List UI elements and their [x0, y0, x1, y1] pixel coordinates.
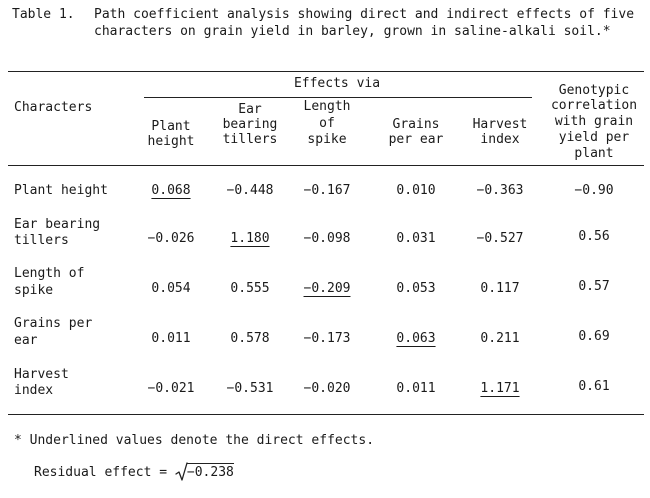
column-header-line: with grain: [554, 114, 634, 129]
table-cell: 0.555: [230, 281, 270, 296]
row-label: Ear bearing: [14, 217, 101, 232]
table-cell: −0.173: [303, 331, 351, 346]
column-header-line: correlation: [550, 98, 638, 113]
row-label: spike: [14, 283, 54, 298]
header-bottom-rule: [8, 165, 644, 166]
caption-label: Table 1.: [12, 7, 75, 22]
column-header-line: plant: [574, 146, 614, 161]
table-cell: 0.011: [396, 381, 436, 396]
table-cell: −0.209: [303, 281, 351, 296]
residual-effect: [34, 464, 234, 481]
column-header-line: index: [480, 132, 520, 147]
top-rule: [8, 71, 644, 72]
table-cell: 1.180: [230, 231, 270, 246]
correlation-cell: −0.90: [574, 183, 614, 198]
column-header-line: per ear: [388, 132, 444, 147]
column-header-line: tillers: [222, 132, 278, 147]
column-header-line: Harvest: [472, 117, 528, 132]
column-header-line: Plant: [151, 119, 191, 134]
effects-via-header: Effects via: [293, 76, 381, 91]
column-header-line: of: [319, 116, 335, 131]
table-cell: 0.068: [151, 183, 191, 198]
row-label: Length of: [14, 266, 85, 281]
table-cell: −0.531: [226, 381, 274, 396]
table-cell: 0.011: [151, 331, 191, 346]
column-header-line: bearing: [222, 117, 278, 132]
correlation-cell: 0.56: [578, 229, 610, 244]
column-header-line: Grains: [392, 117, 440, 132]
table-cell: 0.031: [396, 231, 436, 246]
table-cell: 0.053: [396, 281, 436, 296]
row-label: Harvest: [14, 367, 69, 382]
row-label: ear: [14, 333, 38, 348]
table-cell: 0.054: [151, 281, 191, 296]
caption-text: Path coefficient analysis showing direct and indirect effects of five characters on grain yield in barley, grown in saline-alkali soil.*: [94, 7, 635, 39]
square-root-icon: [175, 462, 189, 482]
column-header-line: Length: [303, 99, 351, 114]
table-cell: −0.026: [147, 231, 195, 246]
column-header-line: spike: [307, 132, 347, 147]
row-label: Grains per: [14, 316, 93, 331]
correlation-cell: 0.57: [578, 279, 610, 294]
table-cell: 0.578: [230, 331, 270, 346]
row-label: Plant height: [14, 183, 108, 198]
column-header-line: height: [147, 134, 195, 149]
correlation-cell: 0.61: [578, 379, 610, 394]
table-cell: −0.098: [303, 231, 351, 246]
column-header-line: Ear: [238, 102, 262, 117]
residual-value: −0.238: [186, 465, 234, 480]
table-cell: −0.167: [303, 183, 351, 198]
table-cell: −0.020: [303, 381, 351, 396]
column-header-line: Genotypic: [558, 83, 630, 98]
table-cell: 1.171: [480, 381, 520, 396]
square-root-expression: [175, 464, 234, 481]
column-header-line: yield per: [558, 130, 630, 145]
table-cell: −0.021: [147, 381, 195, 396]
row-label: tillers: [14, 233, 69, 248]
table-cell: 0.063: [396, 331, 436, 346]
residual-label: Residual effect =: [34, 465, 168, 480]
row-label: index: [14, 383, 54, 398]
table-cell: 0.010: [396, 183, 436, 198]
table-cell: −0.448: [226, 183, 274, 198]
table-cell: −0.363: [476, 183, 524, 198]
table-cell: 0.211: [480, 331, 520, 346]
footnote: * Underlined values denote the direct effects.: [14, 433, 375, 448]
table-bottom-rule: [8, 414, 644, 415]
characters-header: Characters: [14, 100, 93, 115]
table-cell: 0.117: [480, 281, 520, 296]
correlation-cell: 0.69: [578, 329, 610, 344]
table-cell: −0.527: [476, 231, 524, 246]
